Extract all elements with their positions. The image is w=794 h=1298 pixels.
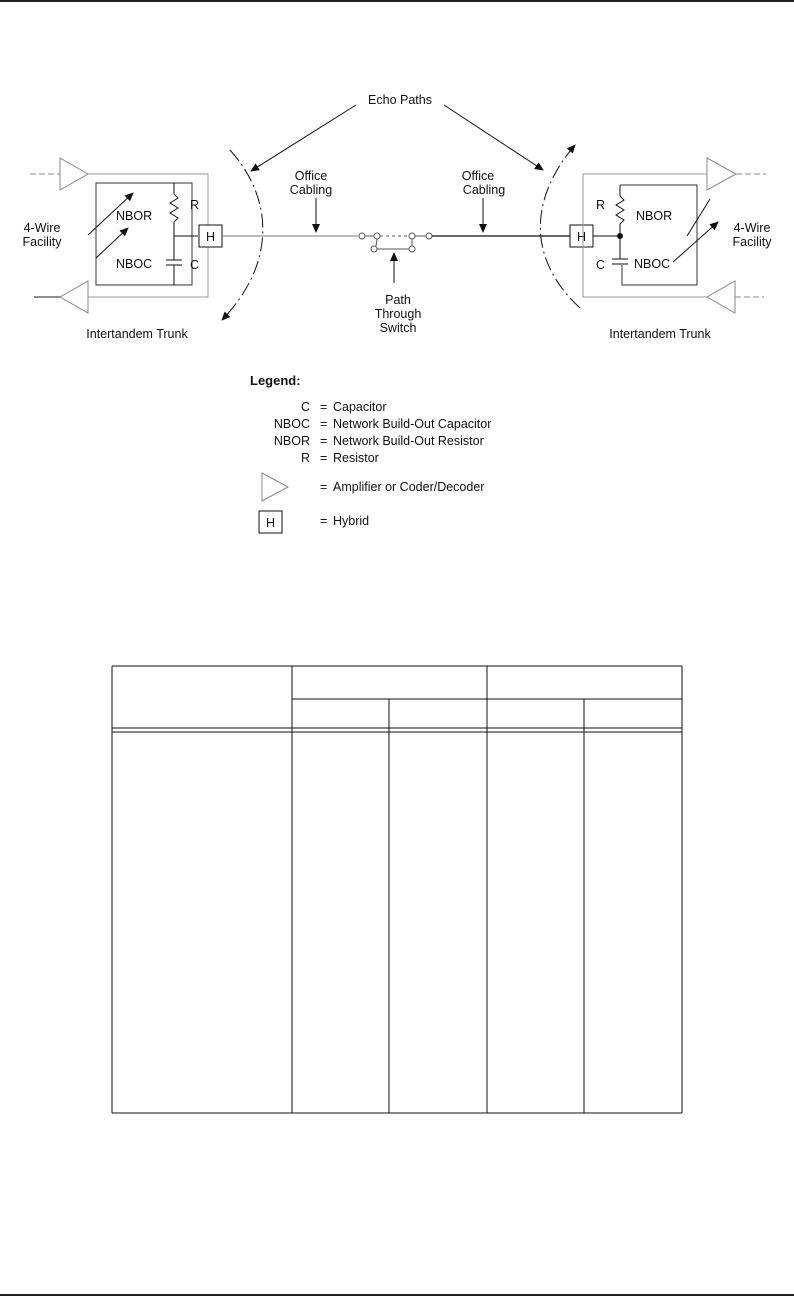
legend-desc-nboc: Network Build-Out Capacitor xyxy=(333,417,492,431)
echo-arrow-left xyxy=(251,105,356,171)
svg-text:=: = xyxy=(320,400,328,414)
resistor-left-icon xyxy=(170,183,178,236)
legend-key-nbor: NBOR xyxy=(273,434,310,448)
resistor-right-icon xyxy=(616,185,624,236)
svg-text:Office: Office xyxy=(461,169,495,183)
legend-amplifier-icon xyxy=(262,473,288,501)
amplifier-right-bottom-icon xyxy=(707,281,735,313)
nbor-left-label: NBOR xyxy=(116,209,153,223)
c-left-label: C xyxy=(190,258,200,272)
legend-key-nboc: NBOC xyxy=(273,417,310,431)
c-right-label: C xyxy=(596,258,606,272)
svg-text:Cabling: Cabling xyxy=(289,183,333,197)
capacitor-left-icon xyxy=(166,236,182,285)
facility-right-line1: 4-Wire xyxy=(733,221,771,235)
facility-right-line2: Facility xyxy=(732,235,772,249)
svg-text:Cabling: Cabling xyxy=(462,183,506,197)
svg-text:Through: Through xyxy=(374,307,422,321)
echo-paths-label: Echo Paths xyxy=(368,93,432,107)
adjust-arrow-left-lower xyxy=(96,228,128,258)
svg-text:Switch: Switch xyxy=(379,321,417,335)
svg-text:H: H xyxy=(205,230,216,244)
svg-text:H: H xyxy=(265,516,276,530)
adjust-arrow-right-lower xyxy=(687,199,710,236)
echo-path-diagram xyxy=(0,0,794,560)
nboc-right-label: NBOC xyxy=(634,257,671,271)
capacitor-right-icon xyxy=(612,236,628,264)
legend-title: Legend: xyxy=(250,373,301,388)
amplifier-left-top-icon xyxy=(60,158,88,190)
amplifier-left-bottom-icon xyxy=(60,281,88,313)
nboc-left-label: NBOC xyxy=(116,257,153,271)
svg-text:H: H xyxy=(576,230,587,244)
svg-text:Office: Office xyxy=(294,169,328,183)
trunk-left-label: Intertandem Trunk xyxy=(86,327,188,341)
trunk-right-label: Intertandem Trunk xyxy=(609,327,711,341)
svg-text:=: = xyxy=(320,451,328,465)
legend-key-c: C xyxy=(300,400,310,414)
echo-arrow-right xyxy=(444,105,543,170)
facility-left-line1: 4-Wire xyxy=(23,221,61,235)
svg-text:Path: Path xyxy=(385,293,411,307)
legend-desc-resistor: Resistor xyxy=(333,451,379,465)
legend-key-r: R xyxy=(300,451,310,465)
svg-text:=: = xyxy=(320,480,328,494)
facility-left-line2: Facility xyxy=(22,235,62,249)
legend-desc-nbor: Network Build-Out Resistor xyxy=(333,434,484,448)
svg-text:=: = xyxy=(320,434,328,448)
svg-text:=: = xyxy=(320,514,328,528)
adjust-arrow-right-upper xyxy=(673,222,718,262)
r-left-label: R xyxy=(190,198,200,212)
nbor-right-label: NBOR xyxy=(636,209,673,223)
echo-arc-left xyxy=(222,150,263,320)
r-right-label: R xyxy=(596,198,606,212)
empty-table xyxy=(0,660,794,1140)
svg-text:=: = xyxy=(320,417,328,431)
legend-desc-amplifier: Amplifier or Coder/Decoder xyxy=(333,480,485,494)
switch-path xyxy=(359,233,432,252)
bottom-rule xyxy=(0,1294,794,1296)
legend-desc-capacitor: Capacitor xyxy=(333,400,387,414)
amplifier-right-top-icon xyxy=(707,158,736,190)
legend-desc-hybrid: Hybrid xyxy=(333,514,370,528)
